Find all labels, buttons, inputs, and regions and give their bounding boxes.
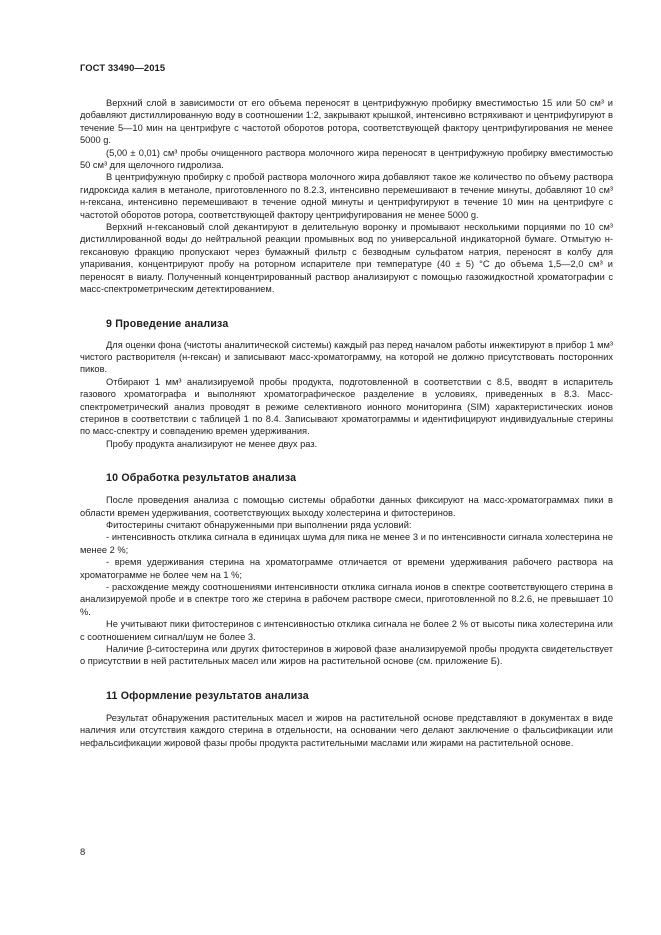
paragraph: Верхний н-гексановый слой декантируют в делительную воронку и промывают несколькими порциями по 10 см³ дистиллированной воды до нейтральной реакции промывных вод по универсальной индикаторной бумаге. Отмытую н-гексановую фракцию пропускают через бумажный фильтр с безводным сульфатом натрия, переносят в колбу для упаривания, концентрируют пробу на роторном испарителе при температуре (40 ± 5) °С до объема 1,5—2,0 см³ и переносят в виалу. Полученный концентрированный раствор анализируют с помощью газожидкостной хроматографии с масс-спектрометрическим детектированием. [80,222,613,295]
paragraph: В центрифужную пробирку с пробой раствора молочного жира добавляют такое же количество по объему раствора гидроксида калия в метаноле, приготовленного по 8.2.3, интенсивно перемешивают в течение минуты, добавляют 10 см³ н-гексана, интенсивно перемешивают в течение одной минуты и центрифугируют в течение 10 мин на центрифуге с частотой оборотов ротора, соответствующей фактору центрифугирования не менее 5000 g. [80,172,613,220]
paragraph: После проведения анализа с помощью системы обработки данных фиксируют на масс-хроматограммах пики в области времен удерживания, соответствующих выходу холестерина и фитостеринов. [80,495,613,518]
section-heading-10: 10 Обработка результатов анализа [106,472,297,485]
paragraph: Фитостерины считают обнаруженными при выполнении ряда условий: [106,519,412,530]
paragraph: Отбирают 1 мм³ анализируемой пробы продукта, подготовленной в соответствии с 8.5, вводят в испаритель газового хроматографа и выполняют хроматографическое разделение в условиях, приведенных в 8.3. Масс-спектрометрический анализ проводят в режиме селективного ионного мониторинга (SIM) характеристических ионов стеринов в соответствии с таблицей 1 по 8.4. Записывают хроматограммы и идентифицируют индивидуальные стерины по масс-спектру и совпадению времен удерживания. [80,376,613,437]
paragraph: (5,00 ± 0,01) см³ пробы очищенного раствора молочного жира переносят в центрифужную пробирку вместимостью 50 см³ для щелочного гидролиза. [80,147,613,171]
document-header: ГОСТ 33490—2015 [80,62,166,73]
paragraph: Для оценки фона (чистоты аналитической системы) каждый раз перед началом работы инжектируют в прибор 1 мм³ чистого растворителя (н-гексан) и записывают масс-хроматограмму, на которой не должно присутствовать посторонних пиков. [80,339,613,375]
paragraph: Пробу продукта анализируют не менее двух раз. [106,438,318,449]
paragraph: Верхний слой в зависимости от его объема переносят в центрифужную пробирку вместимостью 15 или 50 см³ и добавляют дистиллированную воду в соотношении 1:2, закрывают крышкой, интенсивно встряхивают и центрифугируют в течение 5—10 мин на центрифуге с частотой оборотов ротора, соответствующей фактору центрифугирования не менее 5000 g. [80,98,613,146]
list-item: - расхождение между соотношениями интенсивности отклика сигнала ионов в спектре соответствующего стерина в анализируемой пробе и в спектре того же стерина в рабочем растворе смеси, приготовленной по 8.2.6, не превышает 10 %. [80,582,613,617]
section-heading-11: 11 Оформление результатов анализа [106,689,309,702]
paragraph: Наличие β-ситостерина или других фитостеринов в жировой фазе анализируемой пробы продукта свидетельствует о присутствии в ней растительных масел или жиров на растительной основе (см. приложение Б). [80,644,613,667]
list-item: - время удерживания стерина на хроматограмме отличается от времени удерживания рабочего раствора на хроматограмме не более чем на 1 %; [80,557,613,580]
document-body [80,97,613,749]
paragraph: Результат обнаружения растительных масел и жиров на растительной основе представляют в документах в виде наличия или отсутствия каждого стерина в отдельности, на основании чего делают заключение о фальсификации или нефальсификации жировой фазы пробы продукта растительными маслами или жирами на растительной основе. [80,712,613,748]
section-heading-9: 9 Проведение анализа [106,317,229,330]
list-item: - интенсивность отклика сигнала в единицах шума для пика не менее 3 и по интенсивности сигнала холестерина не менее 2 %; [80,532,613,555]
paragraph: Не учитывают пики фитостеринов с интенсивностью отклика сигнала не более 2 % от высоты пика холестерина или с соотношением сигнал/шум не более 3. [80,619,613,642]
page-number: 8 [80,846,86,857]
